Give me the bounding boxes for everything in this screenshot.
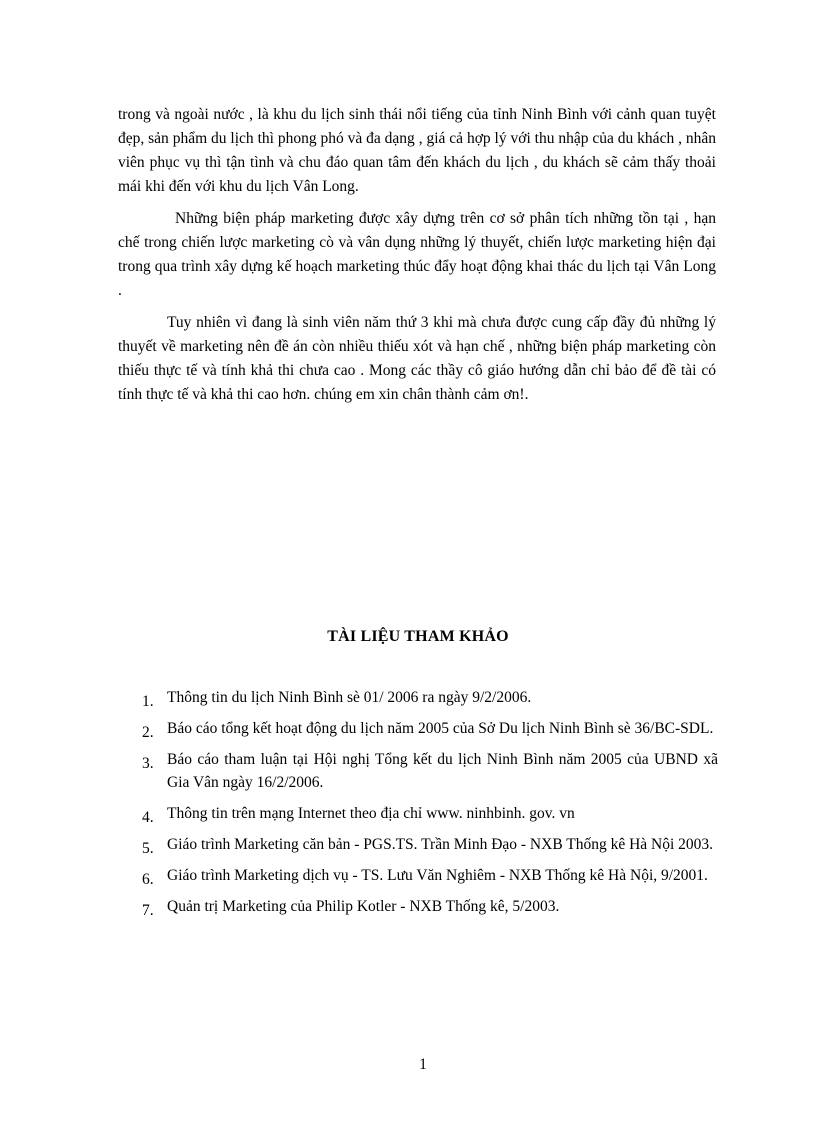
reference-text: Thông tin trên mạng Internet theo địa chỉ www. ninhbinh. gov. vn <box>167 805 575 822</box>
reference-number: 4. <box>142 809 154 826</box>
reference-item-1 <box>138 686 718 709</box>
reference-item-5 <box>138 833 718 856</box>
reference-text: Báo cáo tham luận tại Hội nghị Tổng kết du lịch Ninh Bình năm 2005 của UBND xã Gia Vân ngày 16/2/2006. <box>167 751 718 791</box>
reference-item-6 <box>138 864 718 887</box>
reference-number: 2. <box>142 724 154 741</box>
reference-number: 3. <box>142 755 154 772</box>
reference-number: 1. <box>142 693 154 710</box>
page-number: 1 <box>419 1056 427 1073</box>
references-heading: TÀI LIỆU THAM KHẢO <box>327 628 509 645</box>
reference-item-4 <box>138 802 718 825</box>
reference-item-7 <box>138 895 718 918</box>
body-paragraph-1: trong và ngoài nước , là khu du lịch sinh thái nổi tiếng của tỉnh Ninh Bình với cảnh quan tuyệt đẹp, sản phẩm du lịch thì phong phó và đa dạng , giá cả hợp lý với thu nhập của du khách , nhân viên phục vụ thì tận tình và chu đáo quan tâm đến khách du lịch , du khách sẽ cảm thấy thoải mái khi đến với khu du lịch Vân Long. <box>118 106 716 195</box>
reference-text: Giáo trình Marketing dịch vụ - TS. Lưu Văn Nghiêm - NXB Thống kê Hà Nội, 9/2001. <box>167 867 708 884</box>
reference-number: 7. <box>142 902 154 919</box>
reference-number: 6. <box>142 871 154 888</box>
reference-text: Báo cáo tổng kết hoạt động du lịch năm 2005 của Sở Du lịch Ninh Bình sè 36/BC-SDL. <box>167 720 714 737</box>
reference-item-2 <box>138 717 718 740</box>
reference-item-3 <box>138 748 718 794</box>
reference-text: Thông tin du lịch Ninh Bình sè 01/ 2006 ra ngày 9/2/2006. <box>167 689 532 706</box>
body-paragraph-3: Tuy nhiên vì đang là sinh viên năm thứ 3 khi mà chưa được cung cấp đầy đủ những lý thuyết về marketing nên đề án còn nhiều thiếu xót và hạn chế , những biện pháp marketing còn thiếu thực tế và tính khả thi chưa cao . Mong các thầy cô giáo hướng dẫn chỉ bảo để đề tài có tính thực tế và khả thi cao hơn. chúng em xin chân thành cảm ơn!. <box>118 314 716 403</box>
reference-number: 5. <box>142 840 154 857</box>
reference-text: Giáo trình Marketing căn bản - PGS.TS. Trần Minh Đạo - NXB Thống kê Hà Nội 2003. <box>167 836 714 853</box>
reference-list <box>138 686 718 926</box>
body-paragraph-2: Những biện pháp marketing được xây dựng trên cơ sở phân tích những tồn tại , hạn chế trong chiến lược marketing cò và vân dụng những lý thuyết, chiến lược marketing hiện đại trong qua trình xây dựng kế hoạch marketing thúc đẩy hoạt động khai thác du lịch tại Vân Long . <box>118 210 716 299</box>
reference-text: Quản trị Marketing của Philip Kotler - NXB Thống kê, 5/2003. <box>167 898 560 915</box>
